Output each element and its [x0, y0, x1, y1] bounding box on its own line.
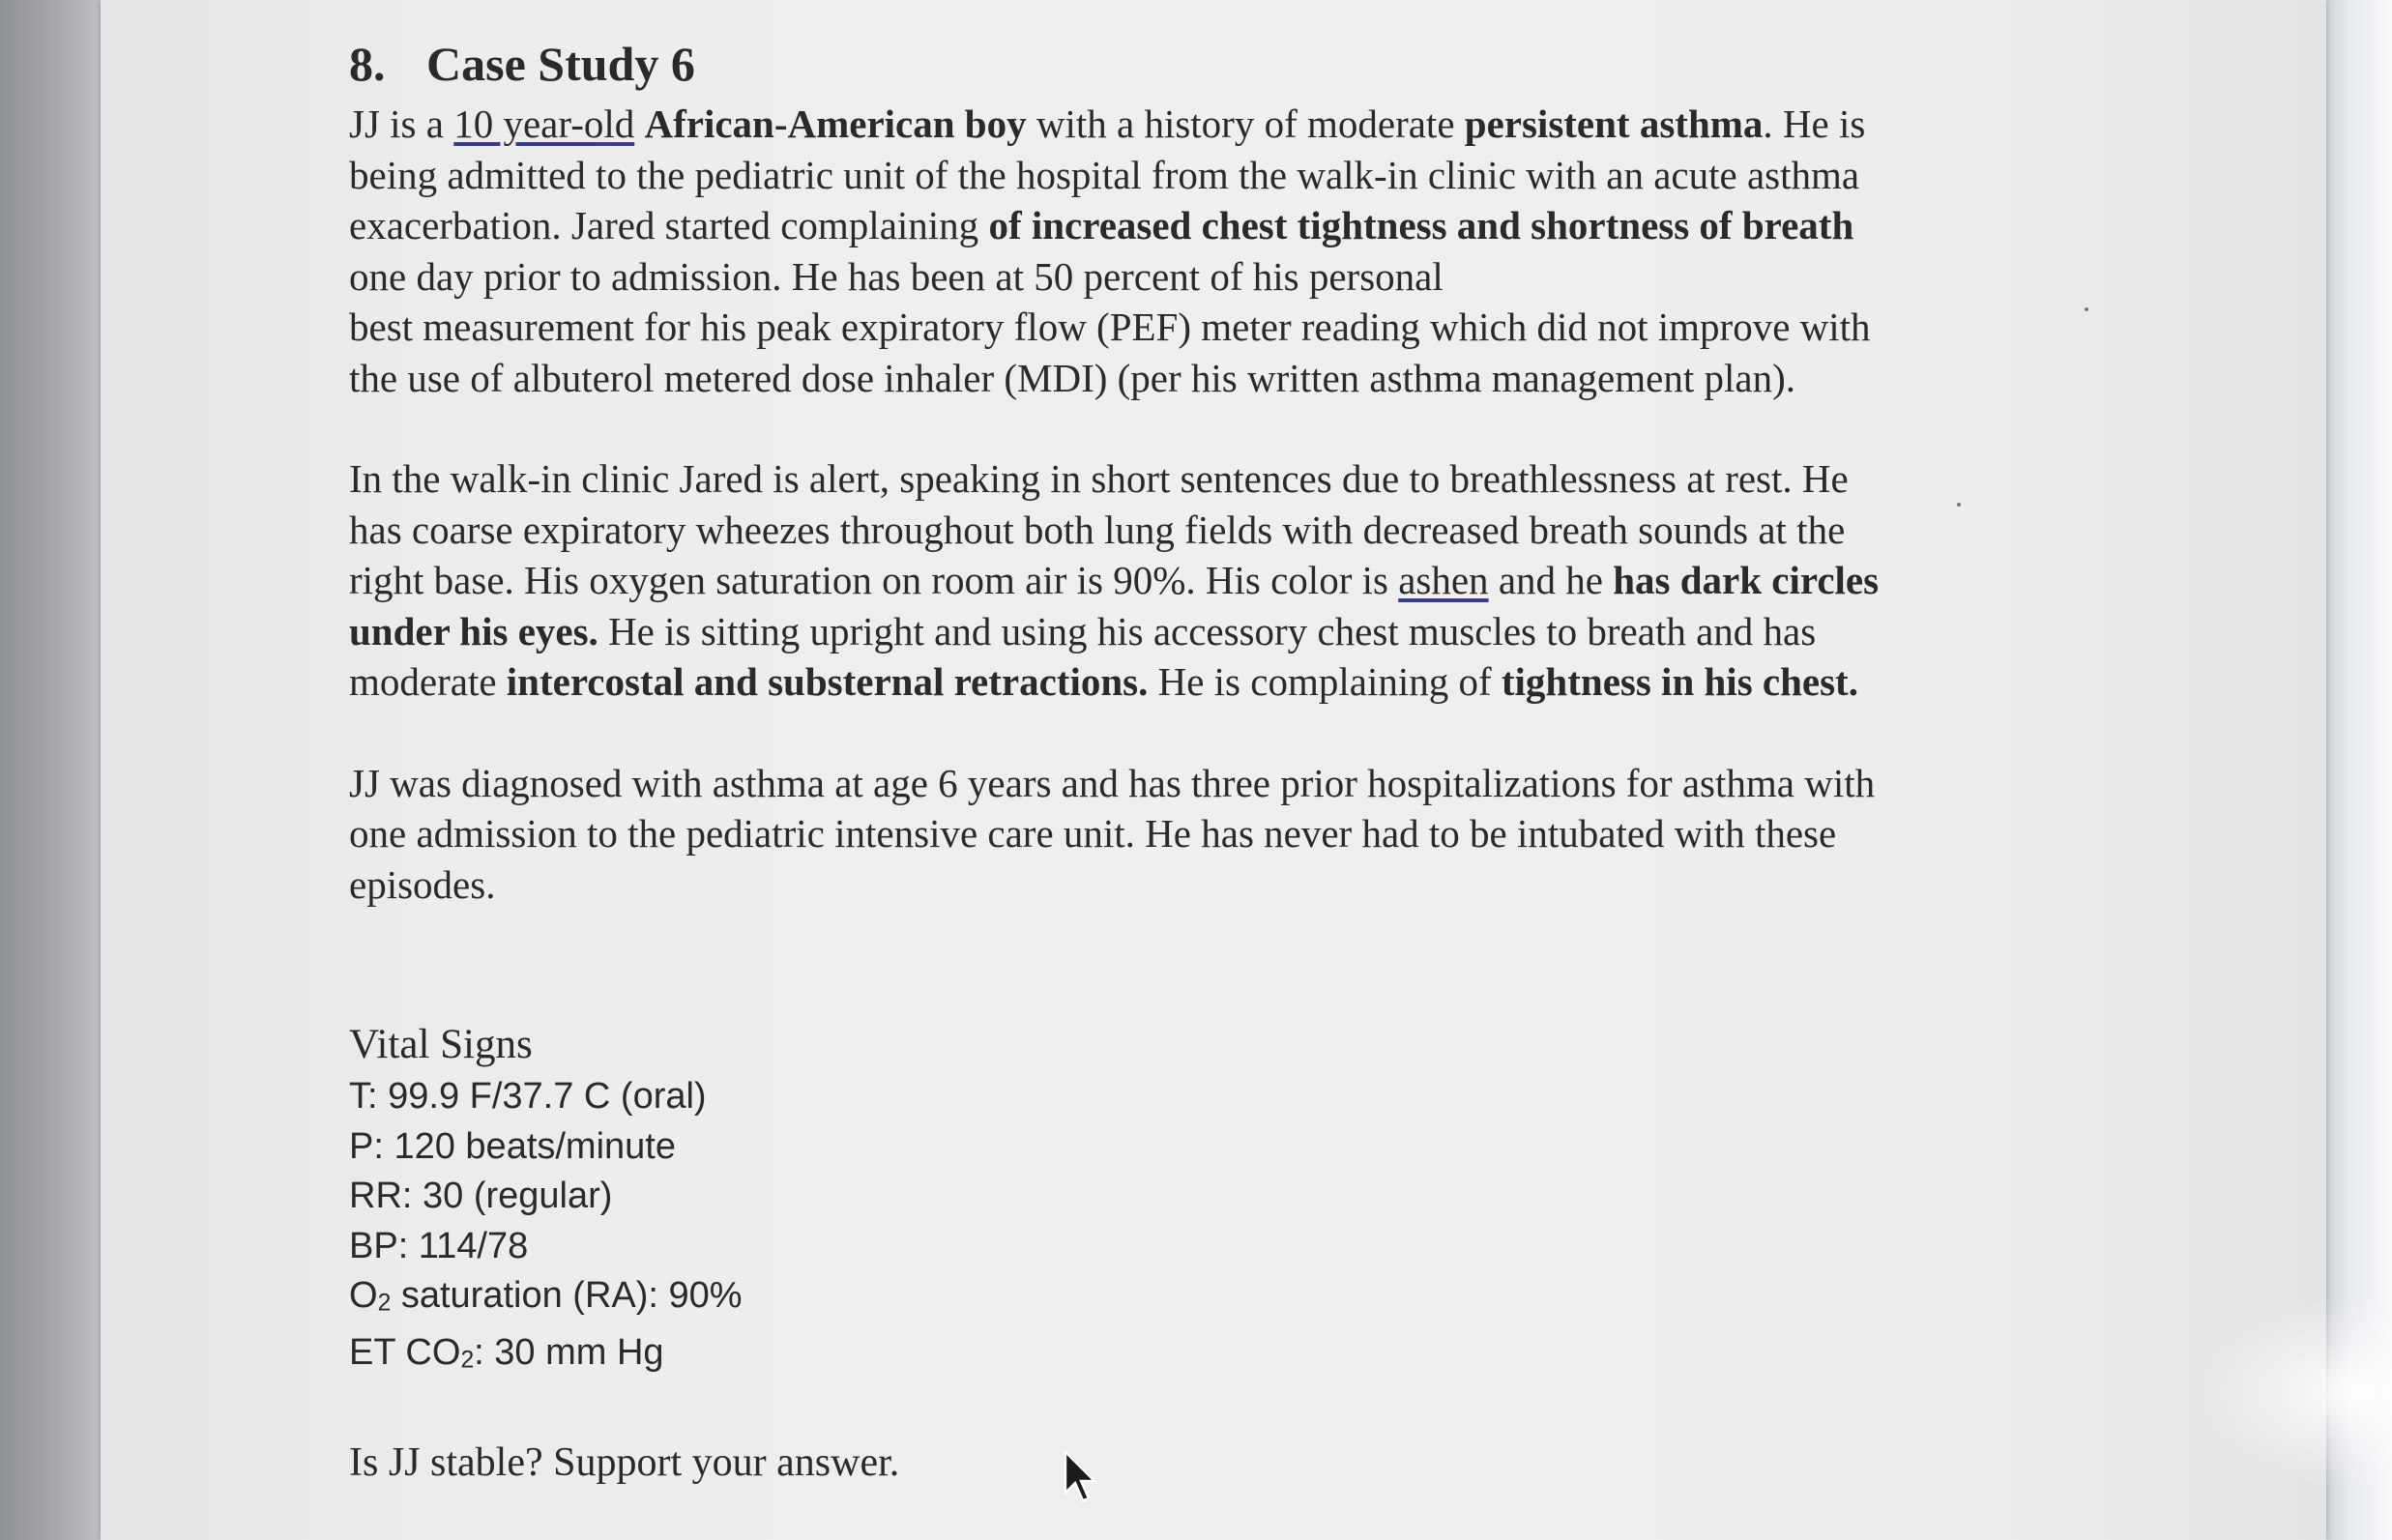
text-line [349, 1172, 2205, 1222]
bold-text: under his eyes. [349, 608, 598, 654]
text-segment: best measurement for his peak expiratory flow (PEF) meter reading which did not improve with [349, 305, 1871, 349]
case-study-document [349, 29, 2205, 1530]
text-segment: He is sitting upright and using his accessory chest muscles to breath and has [598, 608, 1817, 654]
bold-text: of increased chest tightness and shortness of breath [988, 203, 1854, 247]
text-segment: JJ is a [349, 102, 454, 146]
text-line [349, 200, 2205, 251]
text-segment: right base. His oxygen saturation on room air is 90%. His color is [349, 558, 1399, 602]
text-line [349, 353, 2205, 404]
text-segment: He is complaining of [1148, 659, 1502, 704]
text-segment: being admitted to the pediatric unit of the hospital from the walk-in clinic with an acute asthma [349, 152, 1860, 197]
vital-signs-section [349, 1018, 2205, 1385]
document-page [101, 0, 2326, 1540]
text-line [349, 606, 2205, 657]
text-segment: O [349, 1275, 378, 1316]
paragraph-clinic-assessment [349, 453, 2205, 708]
text-line [349, 505, 2205, 556]
text-segment: ET CO [349, 1332, 461, 1374]
text-segment: BP: 114/78 [349, 1225, 529, 1266]
vital-signs-title: Vital Signs [349, 1022, 533, 1067]
bold-text: intercostal and substernal retractions. [506, 659, 1149, 704]
text-line [349, 656, 2205, 708]
text-line [349, 1222, 2205, 1272]
text-line [349, 1328, 2205, 1385]
text-segment: with a history of moderate [1026, 102, 1465, 146]
paragraph-history [349, 99, 2205, 403]
background-left [0, 0, 106, 1540]
bold-text: persistent asthma [1464, 102, 1764, 146]
text-line [349, 99, 2205, 150]
text-line [349, 1122, 2205, 1173]
text-segment: one admission to the pediatric intensive care unit. He has never had to be intubated with these [349, 811, 1837, 856]
mouse-pointer-icon [1064, 1450, 1102, 1504]
heading-number: 8. [349, 37, 386, 91]
bold-text: tightness in his chest. [1501, 659, 1858, 704]
text-segment: JJ was diagnosed with asthma at age 6 years and has three prior hospitalizations for asthma with [349, 760, 1876, 805]
text-line [349, 302, 2205, 353]
text-line [349, 1271, 2205, 1328]
text-segment: and he [1488, 558, 1614, 602]
question-text: Is JJ stable? Support your answer. [349, 1440, 900, 1486]
page-speck [1957, 503, 1961, 507]
vital-signs-list [349, 1072, 2205, 1385]
text-segment: exacerbation. Jared started complaining [349, 203, 989, 247]
subscript-text: 2 [377, 1290, 392, 1317]
text-segment: : 30 mm Hg [474, 1332, 664, 1374]
text-line [349, 150, 2205, 201]
text-segment: P: 120 beats/minute [349, 1125, 676, 1167]
text-segment: In the walk-in clinic Jared is alert, speaking in short sentences due to breathlessness at rest. He [349, 456, 1849, 501]
text-segment: RR: 30 (regular) [349, 1176, 613, 1216]
text-segment: saturation (RA): 90% [391, 1275, 743, 1316]
text-line [349, 453, 2205, 505]
underlined-text: 10 year-old [453, 102, 635, 146]
screen-glare [2199, 1295, 2392, 1489]
page-speck [2085, 307, 2088, 311]
case-study-heading [349, 29, 2205, 99]
text-segment: has coarse expiratory wheezes throughout both lung fields with decreased breath sounds at the [349, 507, 1846, 552]
text-line [349, 758, 2205, 809]
subscript-text: 2 [460, 1347, 475, 1374]
text-segment: the use of albuterol metered dose inhaler (MDI) (per his written asthma management plan). [349, 355, 1795, 400]
text-line [349, 808, 2205, 859]
bold-text: has dark circles [1613, 558, 1880, 602]
paragraph-diagnosis-history [349, 758, 2205, 911]
bold-text: African-American boy [644, 102, 1027, 146]
text-segment: one day prior to admission. He has been at 50 percent of his personal [349, 253, 1444, 299]
text-segment: moderate [349, 659, 507, 704]
text-line [349, 555, 2205, 606]
text-segment: episodes. [349, 861, 496, 907]
text-line [349, 251, 2205, 303]
underlined-text: ashen [1398, 558, 1489, 602]
heading-title: Case Study 6 [426, 37, 695, 91]
text-line [349, 859, 2205, 911]
text-segment: . He is [1763, 102, 1866, 146]
text-segment [634, 102, 644, 146]
text-segment: T: 99.9 F/37.7 C (oral) [349, 1076, 707, 1117]
text-line [349, 1072, 2205, 1122]
